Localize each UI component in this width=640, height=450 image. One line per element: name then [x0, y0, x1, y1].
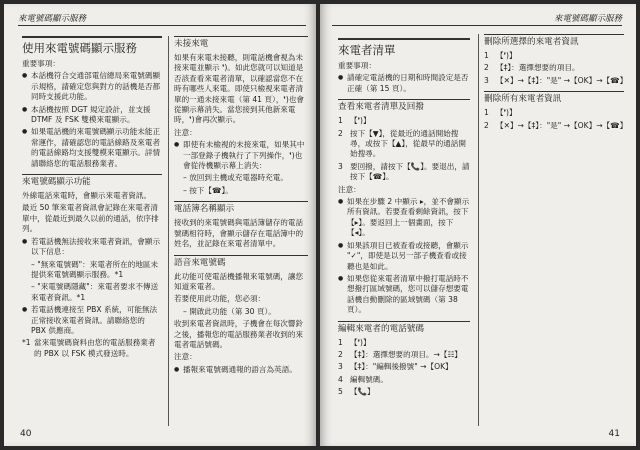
- section-title-talking-caller-id: 語音來電號碼: [174, 255, 308, 269]
- missed-calls-text: 如果有來電未接聽，則電話機會視為未接來電並顯示 ❜)。如此您就可以知道是否該查看來電者清單，以確認當您不在時有哪些人來電。即使只檢視來電者清單的一通未接來電（第 41 頁），❜)也會從顯示幕消失。當您接到其他新來電時，❜)會再次顯示。: [174, 53, 305, 125]
- important-heading-right: 重要事項：: [338, 61, 376, 70]
- page-number-right: 41: [608, 429, 620, 439]
- running-header-right: 來電號碼顯示服務: [553, 14, 622, 24]
- page-number-left: 40: [20, 429, 32, 439]
- step-text: 【❜)】: [496, 108, 517, 118]
- edit-step-3: [338, 362, 470, 372]
- step-text: 【✕】→【‡】："是" →【OK】→【☎】: [496, 75, 628, 85]
- edit-step-5: [338, 387, 470, 397]
- footnote-mark: *1: [22, 338, 31, 348]
- section-title-name-display: 電話簿名稱顯示: [174, 201, 308, 215]
- column-divider-left: [168, 36, 169, 426]
- step-text: 【‡】：選擇想要的項目。→【☷】: [350, 349, 462, 359]
- left-page: [4, 4, 316, 446]
- missed-note-bullet: ● 即使有未檢視的未接來電，如果其中一部登錄子機執行了下列操作，❜)也會從待機顯示幕上消失：: [174, 140, 308, 171]
- step-number: 3: [484, 75, 489, 85]
- right-column-2: [484, 34, 628, 133]
- step-text: 【❜)】: [350, 116, 371, 126]
- important-bullet-2: ● 本話機按照 DGT 規定設計，並支援 DTMF 及 FSK 雙模來電顯示。: [22, 105, 162, 126]
- right-column-1: [338, 38, 470, 400]
- talking-caller-id-text-3: 收到來電者資訊時，子機會在每次響鈴之後，播報您的電話服務業者收到的來電者電話號碼。: [174, 319, 304, 349]
- step-number: 2: [338, 349, 343, 359]
- header-rule-left: [18, 25, 306, 26]
- section-title-missed-calls: 未接來電: [174, 36, 308, 50]
- important-bullet-1: ● 本話機符合交通部電信總局來電號碼顯示規格，請確定您與對方的話機是否都同時支援此功能。: [22, 71, 162, 102]
- step-text: 按下【▼】，從最近的通話開始搜尋，或按下【▲】，從最早的通話開始搜尋。: [350, 128, 466, 159]
- dash-no-number: – "無來電號碼"：來電者所在的地區未提供來電號碼顯示服務。*1: [31, 259, 159, 279]
- step-number: 1: [484, 51, 489, 60]
- delete-one-step-2: [484, 63, 624, 73]
- edit-step-1: [338, 338, 470, 348]
- step-text: 【‡】：選擇想要的項目。: [496, 63, 580, 73]
- step-text: 【❜)】: [350, 337, 371, 347]
- caller-id-text: 外線電話來電時，會顯示來電者資訊。: [22, 191, 152, 201]
- delete-one-step-1: [484, 51, 624, 61]
- step-text: 【📞】: [350, 387, 375, 397]
- step-text: 要回撥，請按下【📞】。要退出，請按下【☎】。: [350, 161, 470, 182]
- section-title-view-callback: 查看來電者清單及回撥: [338, 99, 470, 113]
- view-step-3: [338, 162, 470, 183]
- caller-list-text: 最近 50 筆來電者資訊會記錄在來電者清單中，從最近到最久以前的通話，依序排列。: [22, 203, 159, 234]
- step-number: 2: [484, 63, 489, 73]
- section-title-delete-all: 刪除所有來電者資訊: [484, 91, 624, 105]
- missed-note-dash-1: – 放回到主機或充電器時充電。: [183, 173, 288, 183]
- section-title-caller-list: 來電者清單: [338, 38, 470, 57]
- bullet-cannot-receive: ● 若電話機無法接收來電者資訊，會顯示以下信息：: [22, 237, 162, 258]
- delete-one-step-3: [484, 75, 628, 86]
- step-text: 【✕】→【‡】："是" →【OK】→【☎】: [496, 120, 628, 130]
- talking-caller-id-dash: – 開啟此功能（第 30 頁）。: [183, 306, 276, 316]
- section-title-edit-number: 編輯來電者的電話號碼: [338, 321, 470, 335]
- delete-all-step-2: [484, 120, 628, 131]
- view-note-1: ● 如果在步驟 2 中顯示 ▸，並不會顯示所有資訊。若要查看剩餘資訊，按下【▸】。要返回上一個畫面，按下【◂】。: [338, 197, 470, 239]
- column-divider-right: [478, 34, 479, 426]
- step-text: 【‡】："編輯後撥號" →【OK】: [350, 362, 453, 372]
- footnote: [22, 338, 162, 359]
- running-header-left: 來電號碼顯示服務: [18, 14, 87, 24]
- important-bullet-date: ● 請確定電話機的日期和時間設定是否正確（第 15 頁）。: [338, 73, 470, 94]
- note-heading-view: 注意：: [338, 184, 361, 194]
- note-heading-voice: 注意：: [174, 352, 197, 362]
- right-page: [320, 4, 636, 446]
- step-number: 1: [338, 116, 343, 126]
- step-number: 1: [484, 108, 489, 118]
- view-note-3: ● 如果您從來電者清單中撥打電話時不想撥打區域號碼，您可以儲存想要電話機自動刪除的區域號碼（第 38 頁）。: [338, 274, 470, 316]
- note-heading-missed: 注意：: [174, 127, 197, 137]
- left-column-1: [22, 36, 162, 361]
- step-number: 4: [338, 374, 343, 384]
- step-number: 3: [338, 161, 343, 171]
- edit-step-2: [338, 350, 470, 360]
- name-display-text: 接收到的來電號碼與電話簿儲存的電話號碼相符時，會顯示儲存在電話簿中的姓名，並記錄在來電者清單中。: [174, 218, 304, 249]
- edit-step-4: [338, 375, 470, 385]
- dash-number-hidden: – "來電號碼隱藏"：來電者要求不傳送來電者資訊。*1: [31, 282, 159, 302]
- step-number: 2: [484, 120, 489, 130]
- step-number: 1: [338, 337, 343, 347]
- left-column-2: [174, 36, 308, 377]
- talking-caller-id-text-2: 若要使用此功能，您必須：: [174, 294, 266, 304]
- missed-note-dash-2: – 按下【☎】。: [183, 185, 233, 195]
- step-text: 【❜)】: [496, 51, 517, 60]
- section-title-caller-id-feature: 來電號碼顯示功能: [22, 174, 162, 188]
- section-title-delete-selected: 刪除所選擇的來電者資訊: [484, 34, 624, 48]
- step-number: 3: [338, 362, 343, 372]
- view-note-2: ● 如果該項目已被查看或接聽，會顯示 "✓"，即使是以另一部子機查看或接聽也是如此。: [338, 241, 470, 272]
- header-rule-right: [332, 25, 622, 26]
- view-step-1: [338, 116, 470, 126]
- view-step-2: [338, 129, 470, 160]
- voice-note-bullet: ● 播報來電號碼通報的語言為英語。: [174, 365, 308, 375]
- footnote-text: 當來電號碼資料由您的電話服務業者的 PBX 以 FSK 模式發送時。: [34, 338, 156, 358]
- talking-caller-id-text: 此功能可使電話機播報來電號碼，讓您知道來電者。: [174, 271, 304, 291]
- delete-all-step-1: [484, 108, 624, 118]
- step-number: 2: [338, 128, 343, 138]
- step-text: 編輯號碼。: [350, 374, 388, 384]
- step-number: 5: [338, 387, 343, 397]
- important-heading: 重要事項：: [22, 59, 60, 68]
- section-title-caller-id: 使用來電號碼顯示服務: [22, 36, 162, 55]
- important-bullet-3: ● 如果電話機的來電號碼顯示功能未能正常運作，請確認您的電話線路及來電者的電話線路均支援雙模來電顯示。詳情請聯絡您的電話服務業者。: [22, 127, 162, 169]
- bullet-pbx: ● 若電話機連接至 PBX 系統，可能無法正常接收來電者資訊。請聯絡您的 PBX 供應商。: [22, 305, 162, 336]
